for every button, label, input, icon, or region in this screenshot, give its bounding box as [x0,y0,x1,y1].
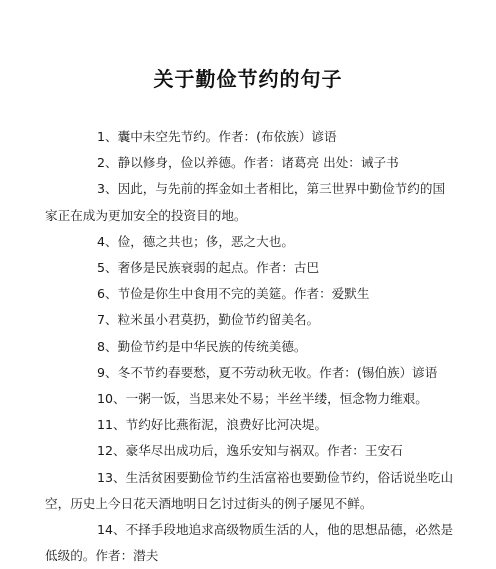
sentence-list [45,124,455,569]
list-item: 4、俭，德之共也；侈，恶之大也。 [97,233,294,249]
list-item: 6、节俭是你生中食用不完的美筵。作者：爱默生 [97,286,370,302]
list-item: 3、因此，与先前的挥金如土者相比，第三世界中勤俭节约的国家正在成为更加安全的投资目的地。 [45,181,446,223]
list-item: 8、勤俭节约是中华民族的传统美德。 [97,338,307,354]
list-item: 1、囊中未空先节约。作者：(布依族）谚语 [97,129,337,144]
list-item: 10、一粥一饭，当思来处不易；半丝半缕，恒念物力维艰。 [97,391,428,407]
list-item: 7、粒米虽小君莫扔，勤俭节约留美名。 [97,312,320,328]
list-item: 5、奢侈是民族衰弱的起点。作者：古巴 [97,260,320,276]
list-item: 11、节约好比燕衔泥，浪费好比河决堤。 [97,417,328,433]
list-item: 13、生活贫困要勤俭节约生活富裕也要勤俭节约，俗话说坐吃山空，历史上今日花天酒地明日乞讨过街头的例子屡见不鲜。 [45,469,454,511]
list-item: 12、豪华尽出成功后，逸乐安知与祸双。作者：王安石 [97,443,403,459]
list-item: 14、不择手段地追求高级物质生活的人，他的思想品德，必然是低级的。作者：潜夫 [45,522,454,564]
list-item: 9、冬不节约春要愁，夏不劳动秋无收。作者：(锡伯族）谚语 [97,364,438,380]
page-title: 关于勤俭节约的句子 [153,67,343,91]
list-item: 2、静以修身，俭以养德。作者：诸葛亮 出处：诫子书 [97,155,399,171]
